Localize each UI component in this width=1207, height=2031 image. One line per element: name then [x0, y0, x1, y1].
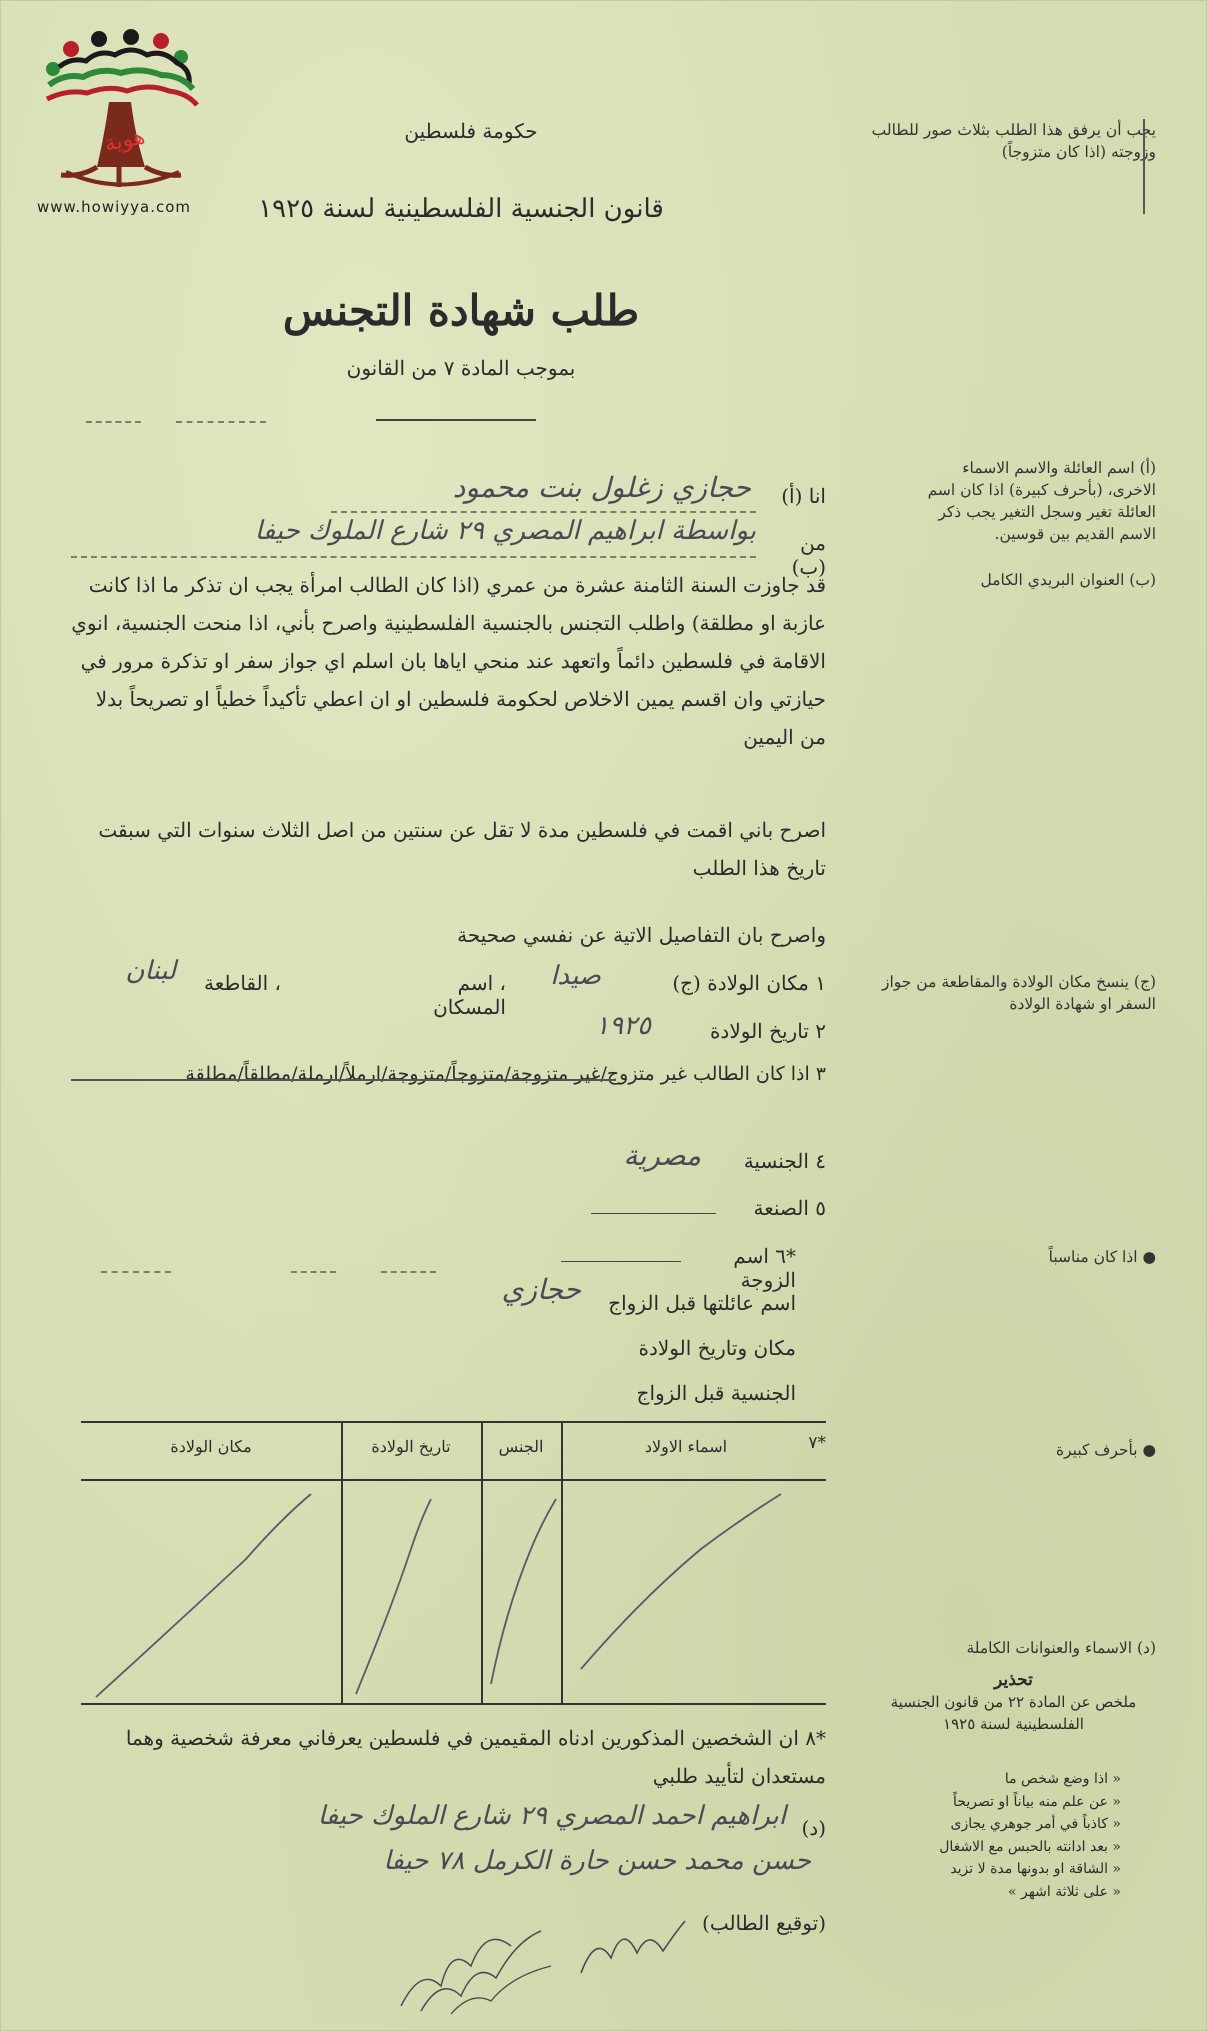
children-marker: *٧: [808, 1433, 826, 1453]
nationality-value: مصرية: [623, 1139, 701, 1172]
rotated-signatures-icon: [391, 1906, 561, 2016]
wife-family-value: حجازي: [501, 1273, 581, 1306]
col-header-birthplace: مكان الولادة: [170, 1437, 252, 1456]
name-value: حجازي زغلول بنت محمود: [452, 471, 751, 504]
svg-text:هوية: هوية: [102, 124, 148, 158]
warning-line: « عن علم منه بياناً او تصريحاً: [953, 1793, 1121, 1810]
wife-family-label: اسم عائلتها قبل الزواج: [608, 1291, 796, 1315]
note-c: (ج) ينسخ مكان الولادة والمقاطعة من جواز السفر او شهادة الولادة: [882, 973, 1156, 1013]
residence-paragraph: اصرح باني اقمت في فلسطين مدة لا تقل عن سنتين من اصل الثلاث سنوات التي سبقت تاريخ هذا الطلب: [98, 818, 826, 880]
note-b: (ب) العنوان البريدي الكامل: [980, 571, 1156, 589]
note-capitals: ● بأحرف كبيرة: [1055, 1441, 1156, 1459]
note-a: (أ) اسم العائلة والاسم الاسماء الاخرى، (بأحرف كبيرة) اذا كان اسم العائلة تغير وسجل التغير يجب ذكر الاسم القديم بين قوسين.: [927, 459, 1156, 543]
signature-label: (توقيع الطالب): [702, 1911, 826, 1935]
form-title: طلب شهادة التجنس: [282, 286, 640, 335]
law-heading: قانون الجنسية الفلسطينية لسنة ١٩٢٥: [258, 194, 664, 224]
witness-scribbles: [391, 1906, 561, 2016]
warning-list: [939, 1768, 1121, 1903]
form-subtitle: بموجب المادة ٧ من القانون: [346, 356, 576, 380]
warning-intro: ملخص عن المادة ٢٢ من قانون الجنسية الفلسطينية لسنة ١٩٢٥: [890, 1693, 1137, 1733]
wife-name-label: *٦ اسم الزوجة: [733, 1244, 796, 1292]
government-heading: حكومة فلسطين: [404, 119, 538, 143]
referees-text: *٨ ان الشخصين المذكورين ادناه المقيمين في فلسطين يعرفاني معرفة شخصية وهما مستعدان لتأييد طلبي: [125, 1726, 826, 1788]
referee-2: حسن محمد حسن حارة الكرمل ٧٨ حيفا: [383, 1846, 811, 1876]
district-label: ، القاطعة: [204, 971, 281, 995]
col-header-dob: تاريخ الولادة: [371, 1437, 451, 1456]
address-value: بواسطة ابراهيم المصري ٢٩ شارع الملوك حيفا: [254, 516, 756, 546]
applicant-signature: [571, 1913, 691, 1983]
cancellation-strokes: [81, 1479, 826, 1703]
logo-url: www.howiyya.com: [36, 198, 192, 216]
occupation-label: ٥ الصنعة: [753, 1196, 826, 1220]
referee-1: ابراهيم احمد المصري ٢٩ شارع الملوك حيفا: [317, 1801, 786, 1831]
warning-line: « على ثلاثة اشهر »: [1007, 1883, 1121, 1900]
howiyya-logo: [31, 27, 211, 217]
signature-scribble: [571, 1913, 691, 1983]
name-label: انا (أ): [781, 484, 826, 508]
referees-label: (د): [801, 1816, 826, 1840]
warning-line: « كاذباً في أمر جوهري يجازى: [950, 1816, 1121, 1832]
dob-label: ٢ تاريخ الولادة: [709, 1019, 826, 1043]
faded-line: [176, 421, 266, 423]
children-table: [81, 1421, 826, 1703]
faded-line: [291, 1271, 336, 1273]
warning-title: تحذير: [994, 1670, 1033, 1690]
faded-line: [101, 1271, 171, 1273]
birthplace-value: صيدا: [550, 961, 601, 991]
col-header-names: اسماء الاولاد: [644, 1437, 728, 1456]
warning-line: « الشاقة او بدونها مدة لا تزيد: [950, 1861, 1121, 1877]
wife-name-line: [561, 1261, 681, 1262]
occupation-line: [591, 1213, 716, 1214]
photo-note-bracket: [1143, 119, 1145, 214]
faded-line: [381, 1271, 436, 1273]
warning-line: « اذا وضع شخص ما: [1004, 1771, 1121, 1787]
settlement-label: ، اسم المسكان: [433, 971, 506, 1019]
tree-logo-icon: [31, 27, 211, 202]
wife-nationality-label: الجنسية قبل الزواج: [636, 1381, 796, 1405]
title-rule: [376, 419, 536, 421]
district-value: لبنان: [125, 956, 176, 986]
warning-line: « بعد ادانته بالحبس مع الاشغال: [939, 1838, 1121, 1855]
photo-requirement-note: يجب أن يرفق هذا الطلب بثلاث صور للطالب وزوجته (اذا كان متزوجاً): [871, 121, 1156, 161]
note-d: (د) الاسماء والعنوانات الكاملة: [966, 1639, 1156, 1657]
faded-line: [86, 421, 141, 423]
nationality-label: ٤ الجنسية: [743, 1149, 826, 1173]
marital-strikethrough: [71, 1079, 616, 1081]
birthplace-label: ١ مكان الولادة (ج): [672, 971, 826, 995]
marital-status-label: ٣ اذا كان الطالب غير متزوج/غير متزوجة/متزوجاً/متزوجة/ارملاً/ارملة/مطلقاً/مطلقة: [185, 1063, 826, 1085]
col-header-sex: الجنس: [498, 1437, 544, 1456]
declaration-paragraph: قد جاوزت السنة الثامنة عشرة من عمري (اذا كان الطالب امرأة يجب ان تذكر ما اذا كانت عازبة او مطلقة) واطلب التجنس بالجنسية الفلسطينية واصرح بأني، اذا منحت الجنسية، انوي الاقامة في فلسطين دائماً واتعهد عند منحي اياها بان اسلم اي جواز سفر او تذكرة مرور في حيازتي وان اقسم يمين الاخلاص لحكومة فلسطين او ان اعطي تأكيداً خطياً او تصريحاً بدلا من اليمين: [71, 573, 826, 749]
address-label: من (ب): [791, 531, 826, 579]
wife-birth-label: مكان وتاريخ الولادة: [638, 1336, 796, 1360]
children-table-bottom-rule: [81, 1703, 826, 1705]
particulars-intro: واصرح بان التفاصيل الاتية عن نفسي صحيحة: [457, 923, 826, 947]
dob-value: ١٩٢٥: [595, 1011, 651, 1041]
address-underline: [71, 556, 756, 558]
note-if-applicable: ● اذا كان مناسباً: [1048, 1248, 1156, 1266]
name-underline: [331, 511, 756, 513]
warning-box: [871, 1669, 1156, 1735]
